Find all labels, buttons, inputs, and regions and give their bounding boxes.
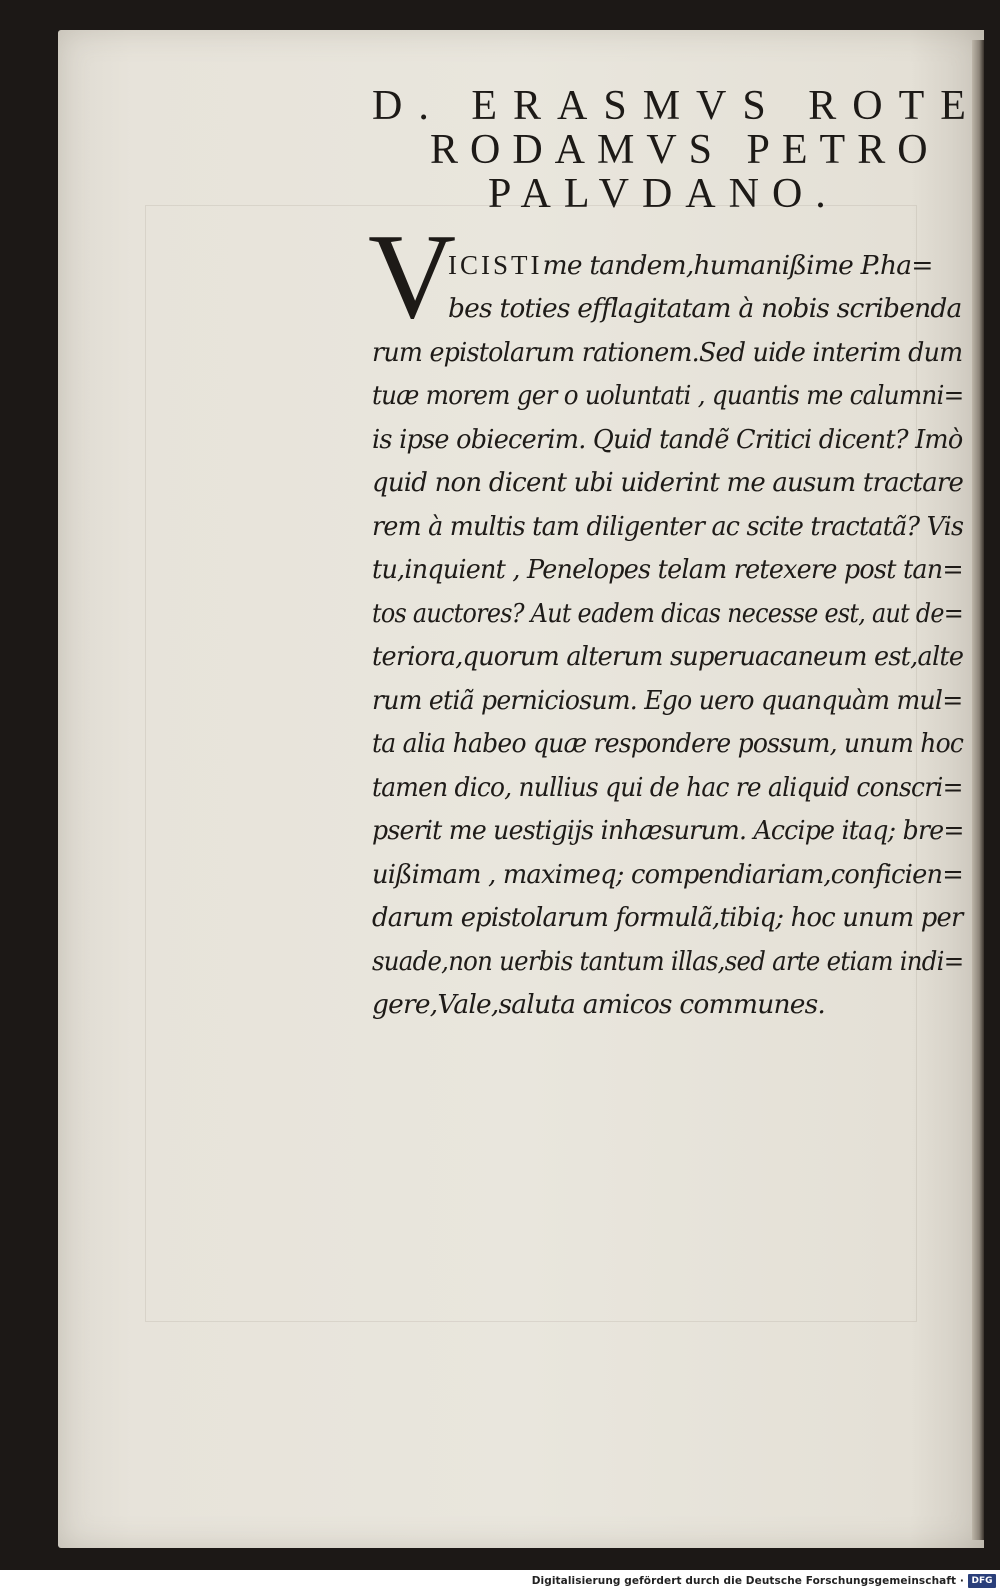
body-line-15: uißimam , maximeq; compendiariam,conficien= — [372, 859, 964, 890]
first-word: ICISTI — [448, 250, 543, 280]
body-line-10: teriora,quorum alterum superuacaneum est,alte — [372, 641, 964, 672]
body-line-11: rum etiã perniciosum. Ego uero quanquàm mul= — [372, 685, 963, 716]
body-line-4: tuæ morem ger o uoluntati , quantis me calumni= — [372, 380, 964, 411]
plate-mark — [145, 205, 917, 1322]
body-line-1 — [448, 250, 933, 281]
drop-cap: V — [368, 209, 457, 344]
body-line-9: tos auctores? Aut eadem dicas necesse est, aut de= — [372, 598, 964, 629]
body-line-18: gere,Vale,saluta amicos communes. — [372, 989, 826, 1020]
dfg-logo-icon: DFG — [968, 1574, 996, 1588]
body-line-17: suade,non uerbis tantum illas,sed arte etiam indi= — [372, 946, 964, 977]
body-line-6: quid non dicent ubi uiderint me ausum tractare — [372, 467, 964, 498]
body-line-14: pserit me uestigijs inhæsurum. Accipe itaq; bre= — [372, 815, 964, 846]
body-line-13: tamen dico, nullius qui de hac re aliquid conscri= — [372, 772, 963, 803]
heading-line-2: RODAMVS PETRO — [430, 127, 940, 173]
heading-line-1: D. ERASMVS ROTE — [372, 83, 982, 129]
body-line-5: is ipse obiecerim. Quid tandẽ Critici dicent? Imò — [372, 424, 963, 455]
body-line-8: tu,inquient , Penelopes telam retexere post tan= — [372, 554, 963, 585]
body-line-7: rem à multis tam diligenter ac scite tractatã? Vis — [372, 511, 964, 542]
digitization-credit: Digitalisierung gefördert durch die Deutsche Forschungsgemeinschaft · — [531, 1575, 964, 1587]
body-line-2: bes toties efflagitatam à nobis scribenda — [448, 293, 962, 324]
heading-line-3: PALVDANO. — [488, 171, 839, 217]
page-edge — [972, 40, 984, 1540]
body-line-1-text: me tandem,humanißime P.ha= — [542, 250, 933, 281]
body-line-12: ta alia habeo quæ respondere possum, unum hoc — [372, 728, 964, 759]
body-line-3: rum epistolarum rationem.Sed uide interim dum — [372, 337, 963, 368]
body-line-16: darum epistolarum formulã,tibiq; hoc unum per — [372, 902, 963, 933]
